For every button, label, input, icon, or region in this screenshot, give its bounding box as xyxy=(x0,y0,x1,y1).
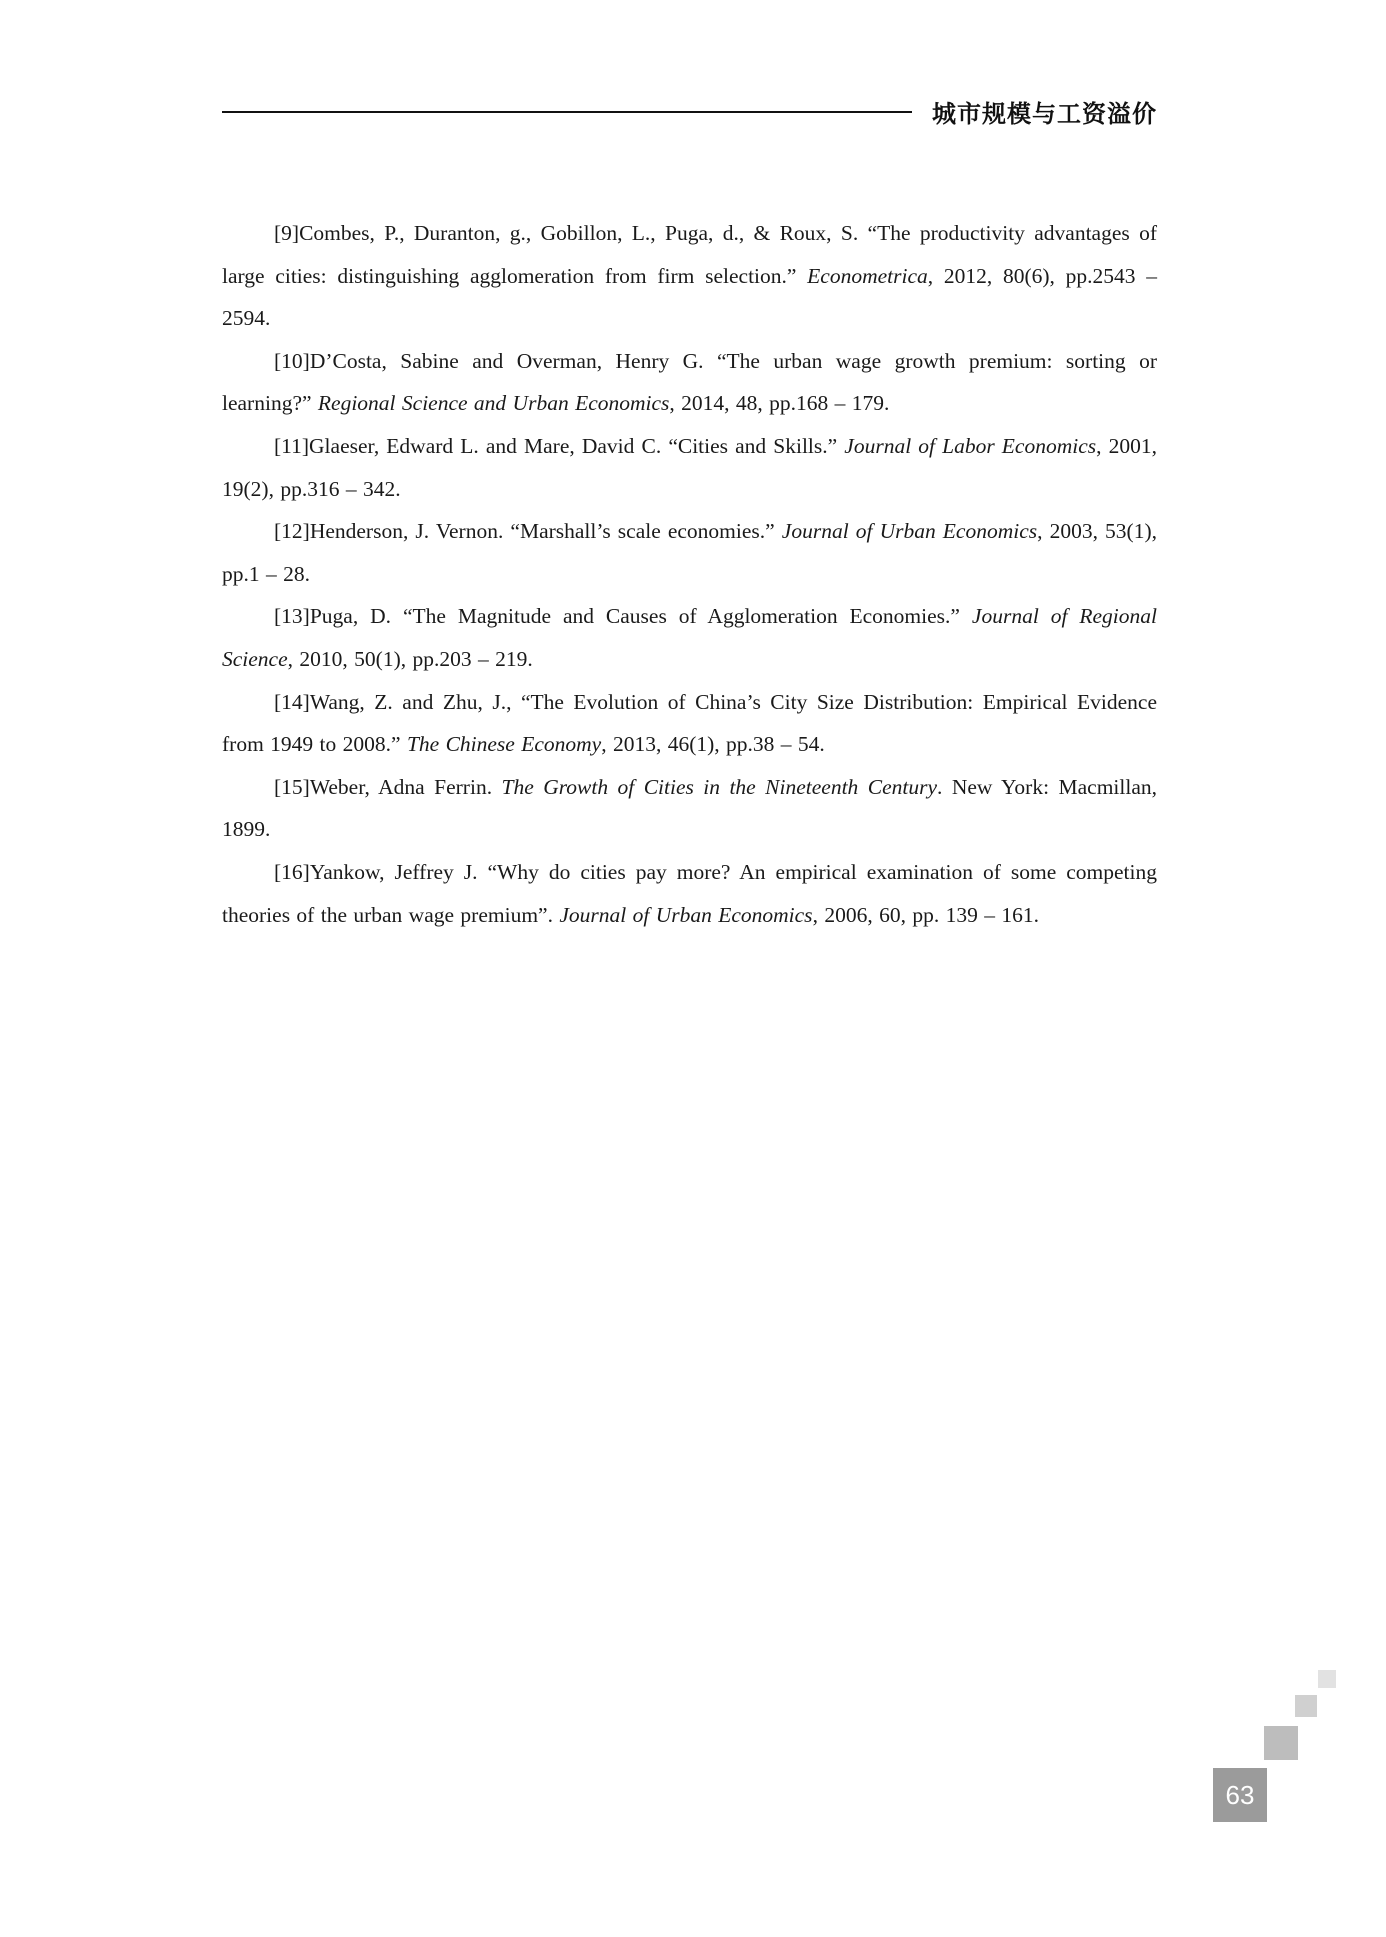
page-number: 63 xyxy=(1213,1768,1267,1822)
reference-details: , 2013, 46(1), pp.38 – 54. xyxy=(601,732,825,757)
reference-details: , 2003, 53(1), pp.1 – 28. xyxy=(222,519,1157,586)
reference-journal: The Growth of Cities in the Nineteenth Century xyxy=(501,774,938,799)
reference-item xyxy=(222,595,1157,680)
reference-text: [10]D’Costa, Sabine and Overman, Henry G. “The urban wage growth premium: sorting or learning?” xyxy=(222,348,1157,416)
reference-journal: Econometrica xyxy=(807,263,928,288)
reference-item xyxy=(222,766,1157,851)
reference-item xyxy=(222,851,1157,936)
reference-item xyxy=(222,340,1157,425)
reference-item xyxy=(222,212,1157,340)
reference-details: , 2014, 48, pp.168 – 179. xyxy=(669,391,890,416)
running-head-title: 城市规模与工资溢价 xyxy=(932,100,1157,128)
reference-journal: Journal of Labor Economics xyxy=(844,433,1097,458)
reference-journal: Journal of Urban Economics xyxy=(559,902,813,927)
reference-item xyxy=(222,681,1157,766)
reference-journal: Regional Science and Urban Economics xyxy=(317,391,670,416)
decorative-square xyxy=(1295,1695,1317,1717)
reference-item xyxy=(222,425,1157,510)
reference-text: [14]Wang, Z. and Zhu, J., “The Evolution of China’s City Size Distribution: Empirical Evidence from 1949 to 2008.” xyxy=(222,689,1157,757)
reference-journal: The Chinese Economy xyxy=(406,732,602,757)
reference-text: [15]Weber, Adna Ferrin. xyxy=(274,774,502,799)
reference-details: , 2006, 60, pp. 139 – 161. xyxy=(812,902,1039,927)
reference-details: , 2012, 80(6), pp.2543 – 2594. xyxy=(222,263,1157,331)
reference-text: [12]Henderson, J. Vernon. “Marshall’s scale economies.” xyxy=(274,519,782,544)
reference-text: [16]Yankow, Jeffrey J. “Why do cities pay more? An empirical examination of some competing theories of the urban wage premium”. xyxy=(222,859,1157,927)
reference-text: [13]Puga, D. “The Magnitude and Causes of Agglomeration Economies.” xyxy=(274,604,972,629)
reference-journal: Journal of Regional Science xyxy=(222,604,1157,671)
reference-details: , 2001, 19(2), pp.316 – 342. xyxy=(222,433,1157,501)
decorative-square xyxy=(1318,1670,1336,1688)
reference-text: [11]Glaeser, Edward L. and Mare, David C. “Cities and Skills.” xyxy=(274,433,845,458)
reference-journal: Journal of Urban Economics xyxy=(781,519,1038,544)
header-rule xyxy=(222,111,912,113)
reference-details: . New York: Macmillan, 1899. xyxy=(222,774,1158,842)
reference-details: , 2010, 50(1), pp.203 – 219. xyxy=(287,646,533,671)
reference-item xyxy=(222,510,1157,595)
decorative-square xyxy=(1264,1726,1298,1760)
reference-list xyxy=(222,212,1157,936)
reference-text: [9]Combes, P., Duranton, g., Gobillon, L., Puga, d., & Roux, S. “The productivity advantages of large cities: distinguishing agglomeration from firm selection.” xyxy=(222,221,1157,288)
